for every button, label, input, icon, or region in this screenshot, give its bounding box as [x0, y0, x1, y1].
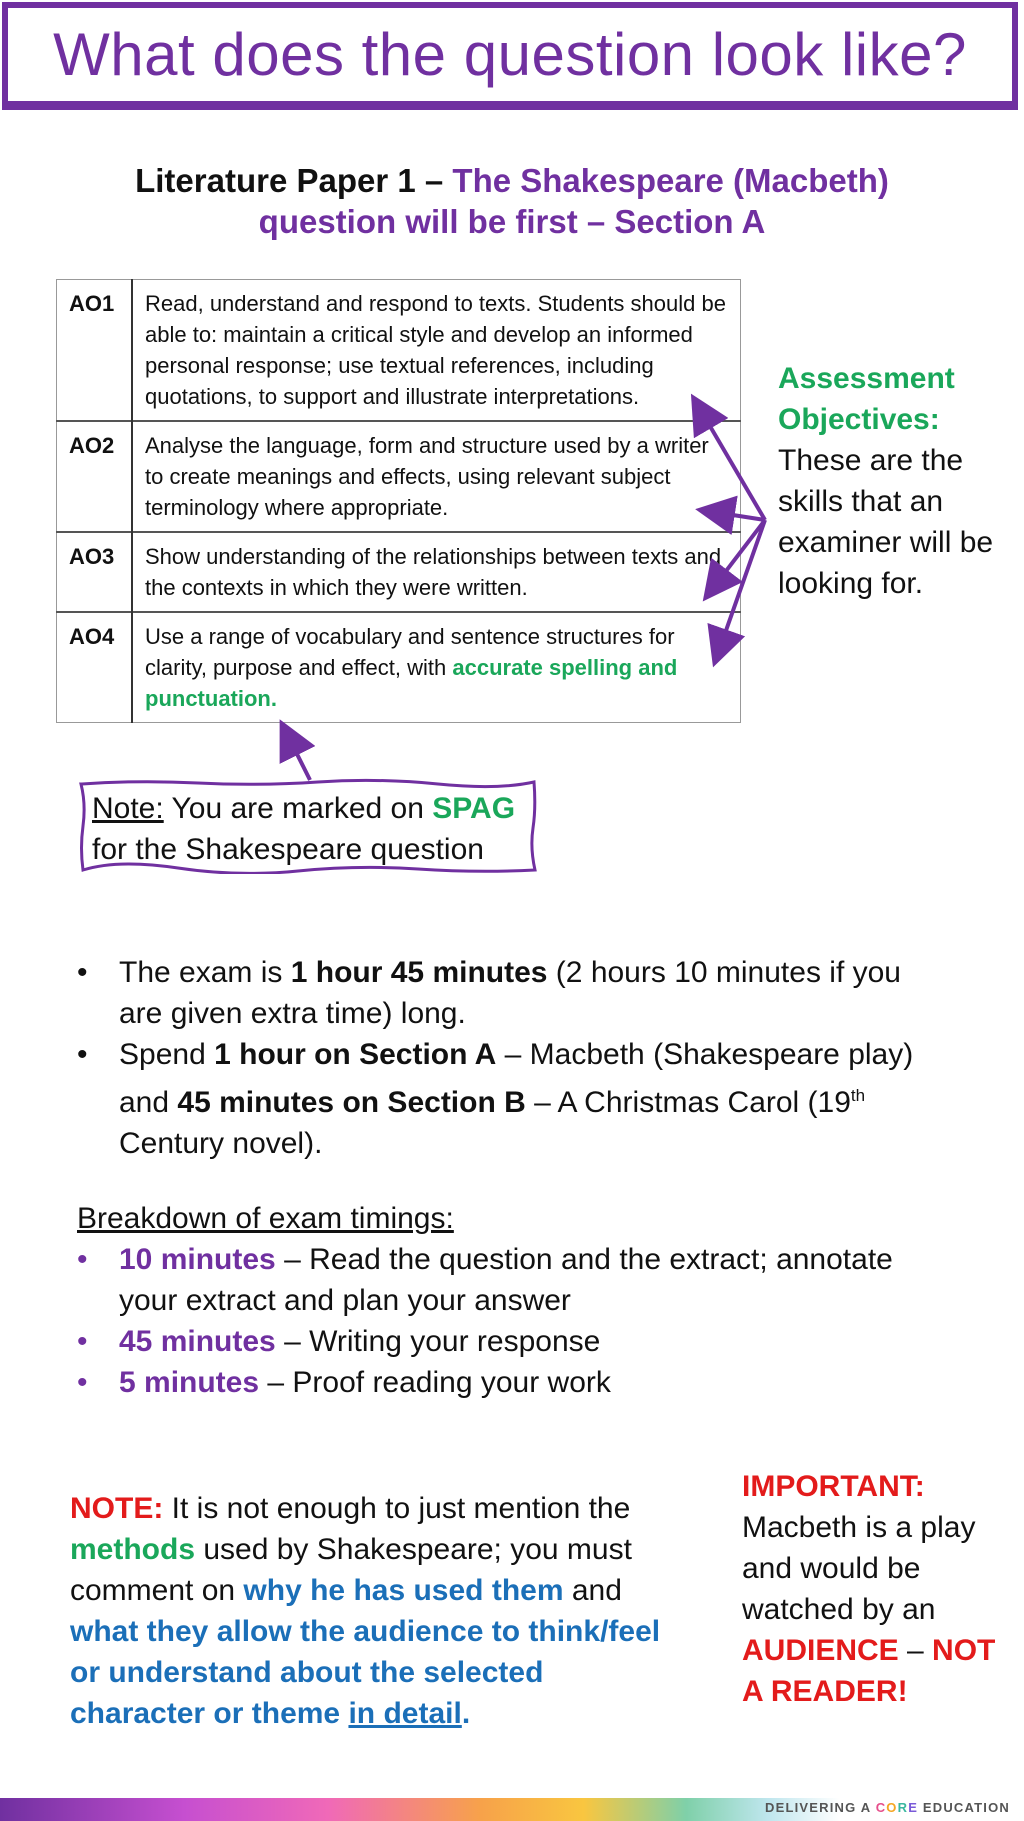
- note-label: Note:: [92, 792, 164, 825]
- bullet-text: Spend: [119, 1038, 215, 1071]
- list-item: [77, 1321, 947, 1362]
- bullet-text: (2 hours 10 minutes if you are given extra time) long.: [119, 956, 901, 1030]
- note-highlight: SPAG: [432, 792, 516, 825]
- important-text: Macbeth is a play and would be watched by an: [742, 1511, 976, 1626]
- note-post: for the Shakespeare question: [92, 833, 484, 866]
- subtitle: [0, 160, 1024, 242]
- bullet-bold: 45 minutes on Section B: [177, 1086, 526, 1119]
- list-item: [77, 1034, 947, 1164]
- note-label: NOTE:: [70, 1492, 164, 1525]
- brand-letter: O: [886, 1800, 898, 1815]
- spag-note-box: [78, 778, 538, 874]
- title-box: [2, 2, 1018, 110]
- bullet-bold: 1 hour on Section A: [214, 1038, 497, 1071]
- ao-description: Read, understand and respond to texts. Students should be able to: maintain a critical style and develop an informed personal response; use textual references, including quotations, to support and illustrate interpretations.: [132, 280, 741, 422]
- page-title: What does the question look like?: [53, 21, 967, 88]
- callout-text: These are the skills that an examiner will be looking for.: [778, 444, 994, 600]
- table-row: [57, 612, 741, 723]
- list-item: [77, 1239, 947, 1321]
- what-highlight: what they allow the audience to think/feel or understand about the selected character or theme: [70, 1615, 661, 1730]
- bullet-bold: 1 hour 45 minutes: [290, 956, 548, 989]
- ao-description: Analyse the language, form and structure used by a writer to create meanings and effects, using relevant subject terminology where appropriate.: [132, 421, 741, 532]
- audience-highlight: AUDIENCE: [742, 1634, 899, 1667]
- subtitle-part3: question will be first – Section A: [258, 203, 766, 240]
- bullet-text: – A Christmas Carol (19: [525, 1086, 851, 1119]
- brand-text: EDUCATION: [918, 1800, 1010, 1815]
- table-row: [57, 280, 741, 422]
- methods-note: [70, 1488, 680, 1734]
- timing-value: 10 minutes: [119, 1243, 276, 1276]
- ao-code: AO2: [57, 421, 133, 532]
- timing-text: – Writing your response: [275, 1325, 601, 1358]
- important-note: [742, 1466, 1004, 1712]
- ao-code: AO3: [57, 532, 133, 612]
- breakdown-heading: Breakdown of exam timings:: [77, 1202, 454, 1235]
- timing-text: – Proof reading your work: [259, 1366, 611, 1399]
- table-row: [57, 532, 741, 612]
- list-item: [77, 1362, 947, 1403]
- timing-text: – Read the question and the extract; annotate your extract and plan your answer: [119, 1243, 893, 1317]
- note-end: .: [461, 1697, 471, 1730]
- assessment-objectives-table: [56, 279, 741, 723]
- why-highlight: why he has used them: [243, 1574, 564, 1607]
- ao-description: Use a range of vocabulary and sentence structures for clarity, purpose and effect, with: [145, 624, 675, 680]
- note-text: used by Shakespeare; you must comment on: [70, 1533, 632, 1607]
- timing-value: 45 minutes: [119, 1325, 276, 1358]
- ao-description-cell: [132, 612, 741, 723]
- subtitle-part2: The Shakespeare (Macbeth): [452, 162, 889, 199]
- bullet-text: Century novel).: [119, 1127, 323, 1160]
- not-reader-highlight: NOT A READER!: [742, 1634, 996, 1708]
- important-text: –: [898, 1634, 933, 1667]
- list-item: [77, 952, 947, 1034]
- brand-text: DELIVERING A: [764, 1800, 876, 1815]
- table-row: [57, 421, 741, 532]
- detail-highlight: in detail: [348, 1697, 462, 1730]
- footer-brand: [765, 1800, 1010, 1815]
- methods-highlight: methods: [70, 1533, 196, 1566]
- brand-letter: R: [897, 1800, 909, 1815]
- ao-description: Show understanding of the relationships between texts and the contexts in which they were written.: [132, 532, 741, 612]
- superscript: th: [850, 1086, 866, 1105]
- bullet-text: The exam is: [119, 956, 291, 989]
- brand-letter: E: [908, 1800, 919, 1815]
- note-pre: You are marked on: [163, 792, 433, 825]
- ao-code: AO1: [57, 280, 133, 422]
- ao-code: AO4: [57, 612, 133, 723]
- important-label: IMPORTANT:: [742, 1470, 925, 1503]
- exam-info-list: [77, 952, 947, 1164]
- assessment-objectives-callout: [778, 358, 1008, 604]
- note-text: and: [563, 1574, 622, 1607]
- note-text: [92, 788, 515, 870]
- exam-timings-breakdown: [77, 1198, 947, 1403]
- subtitle-part1: Literature Paper 1 –: [135, 162, 453, 199]
- note-text: It is not enough to just mention the: [163, 1492, 631, 1525]
- spag-highlight: accurate spelling and punctuation.: [145, 655, 678, 711]
- arrow-to-spag: [285, 730, 310, 780]
- brand-letter: C: [875, 1800, 887, 1815]
- callout-heading: Assessment Objectives:: [778, 362, 955, 436]
- bullet-text: – Macbeth (Shakespeare play) and: [119, 1038, 914, 1119]
- timing-value: 5 minutes: [119, 1366, 260, 1399]
